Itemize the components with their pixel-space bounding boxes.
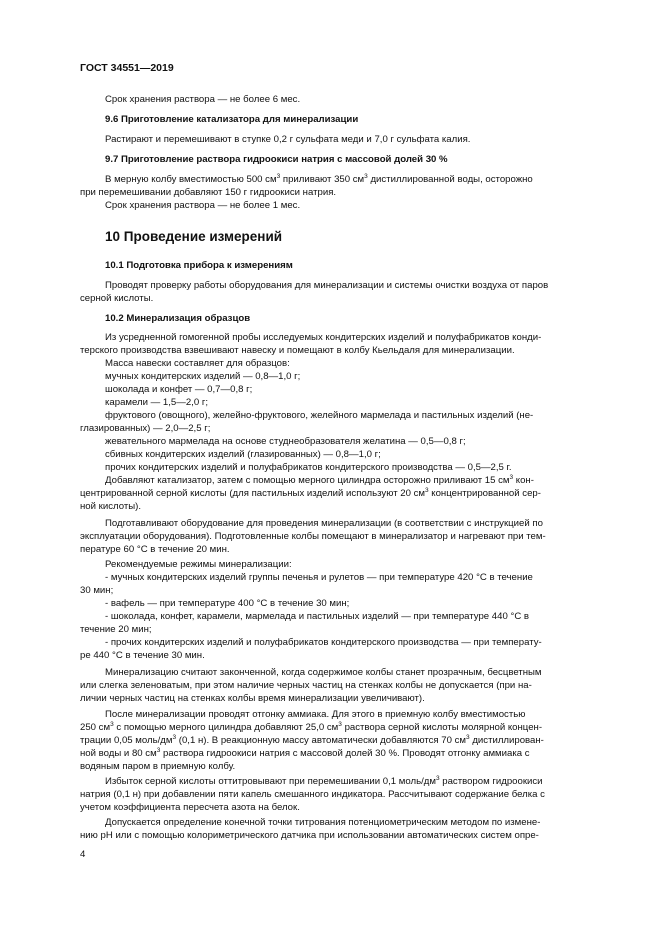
text-segment: Добавляют катализатор, затем с помощью мерного цилиндра осторожно приливают 15 $см^3$ кон- <box>105 474 534 486</box>
paragraph-line: при перемешивании добавляют 150 г гидроокиси натрия. <box>80 187 337 198</box>
list-item: фруктового (овощного), желейно-фруктового, желейного мармелада и пастильных изделий (не- <box>105 410 534 421</box>
paragraph-line: Рекомендуемые режимы минерализации: <box>105 559 292 570</box>
paragraph-line <box>80 721 581 734</box>
paragraph-line: терского производства взвешивают навеску и помещают в колбу Кьельдаля для минерализации. <box>80 345 515 356</box>
paragraph-line: ной кислоты). <box>80 501 141 512</box>
paragraph-line <box>80 734 581 747</box>
paragraph-line: Из усредненной гомогенной пробы исследуемых кондитерских изделий и полуфабрикатов конди- <box>105 332 542 343</box>
list-item: - шоколада, конфет, карамели, мармелада и пастильных изделий — при температуре 440 °С в <box>105 611 530 622</box>
paragraph-line: водяным паром в приемную колбу. <box>80 761 236 772</box>
document-header: ГОСТ 34551—2019 <box>80 62 174 74</box>
list-item: 30 мин; <box>80 585 114 596</box>
paragraph-line <box>80 487 581 500</box>
page-number: 4 <box>80 849 86 860</box>
list-item: прочих кондитерских изделий и полуфабрикатов кондитерского производства — 0,5—2,5 г. <box>105 462 512 473</box>
text-segment: 250 $см^3$ с помощью мерного цилиндра добавляют 25,0 $см^3$ раствора серной кислоты молярной концен- <box>80 721 543 733</box>
paragraph-line: Растирают и перемешивают в ступке 0,2 г сульфата меди и 7,0 г сульфата калия. <box>105 134 471 145</box>
paragraph-line: После минерализации проводят отгонку аммиака. Для этого в приемную колбу вместимостью <box>105 709 526 720</box>
paragraph-line: натрия (0,1 н) при добавлении пяти капель смешанного индикатора. Рассчитывают содержание белка с <box>80 789 545 800</box>
paragraph-line: или слегка зеленоватым, при этом наличие черных частиц на стенках колбы не допускается (при на- <box>80 680 532 691</box>
section-heading-10: 10 Проведение измерений <box>105 229 283 244</box>
paragraph-line <box>105 775 581 788</box>
paragraph-line: Срок хранения раствора — не более 6 мес. <box>105 94 301 105</box>
text-segment: трации 0,05 моль/$дм^3$ (0,1 н). В реакционную массу автоматически добавляются 70 $см^3$ дистиллирован- <box>80 734 544 746</box>
paragraph-line: Срок хранения раствора — не более 1 мес. <box>105 200 301 211</box>
text-segment: центрированной серной кислоты (для пастильных изделий используют 20 $см^3$ концентрированной сер- <box>80 487 541 499</box>
paragraph-line: учетом коэффициента пересчета азота на белок. <box>80 802 300 813</box>
list-item: - мучных кондитерских изделий группы печенья и рулетов — при температуре 420 °С в течение <box>105 572 533 583</box>
paragraph-line: Подготавливают оборудование для проведения минерализации (в соответствии с инструкцией по <box>105 518 543 529</box>
subsection-heading-9-7: 9.7 Приготовление раствора гидроокиси натрия с массовой долей 30 % <box>105 154 448 165</box>
list-item: мучных кондитерских изделий — 0,8—1,0 г; <box>105 371 301 382</box>
paragraph-line: пературе 60 °С в течение 20 мин. <box>80 544 230 555</box>
list-item: карамели — 1,5—2,0 г; <box>105 397 209 408</box>
list-item: жевательного мармелада на основе студнеобразователя желатина — 0,5—0,8 г; <box>105 436 466 447</box>
list-item: сбивных кондитерских изделий (глазированных) — 0,8—1,0 г; <box>105 449 381 460</box>
list-item: глазированных) — 2,0—2,5 г; <box>80 423 211 434</box>
paragraph-line: Масса навески составляет для образцов: <box>105 358 290 369</box>
paragraph-line: серной кислоты. <box>80 293 154 304</box>
list-item: - прочих кондитерских изделий и полуфабрикатов кондитерского производства — при температу- <box>105 637 542 648</box>
paragraph-line <box>80 747 581 760</box>
text-segment: В мерную колбу вместимостью 500 см <box>105 174 277 185</box>
paragraph-line: эксплуатации оборудования). Подготовленные колбы помещают в минерализатор и нагревают при тем- <box>80 531 546 542</box>
text-segment: дистиллированной воды, осторожно <box>367 174 533 185</box>
paragraph-line <box>105 474 581 487</box>
text-segment: ной воды и 80 $см^3$ раствора гидроокиси натрия с массовой долей 30 %. Проводят отгонку аммиака с <box>80 747 530 759</box>
subsection-heading-9-6: 9.6 Приготовление катализатора для минерализации <box>105 114 359 125</box>
list-item: течение 20 мин; <box>80 624 152 635</box>
paragraph-line: Минерализацию считают законченной, когда содержимое колбы станет прозрачным, бесцветным <box>105 667 542 678</box>
subsection-heading-10-1: 10.1 Подготовка прибора к измерениям <box>105 260 293 271</box>
list-item: шоколада и конфет — 0,7—0,8 г; <box>105 384 253 395</box>
paragraph-line: В мерную колбу вместимостью 500 $см^3$ приливают 350 $см^3$ дистиллированной воды, осторожно <box>105 173 533 185</box>
text-segment: Избыток серной кислоты оттитровывают при перемешивании 0,1 моль/$дм^3$ раствором гидроокиси <box>105 775 543 787</box>
list-item: - вафель — при температуре 400 °С в течение 30 мин; <box>105 598 350 609</box>
paragraph-line: личии черных частиц на стенках колбы время минерализации увеличивают). <box>80 693 425 704</box>
text-segment: приливают 350 см <box>280 174 365 185</box>
paragraph-line: Проводят проверку работы оборудования для минерализации и системы очистки воздуха от паров <box>105 280 549 291</box>
subsection-heading-10-2: 10.2 Минерализация образцов <box>105 313 251 324</box>
paragraph-line: нию рН или с помощью колориметрического датчика при использовании автоматических систем опре- <box>80 830 539 841</box>
paragraph-line: Допускается определение конечной точки титрования потенциометрическим методом по измене- <box>105 817 541 828</box>
list-item: ре 440 °С в течение 30 мин. <box>80 650 205 661</box>
